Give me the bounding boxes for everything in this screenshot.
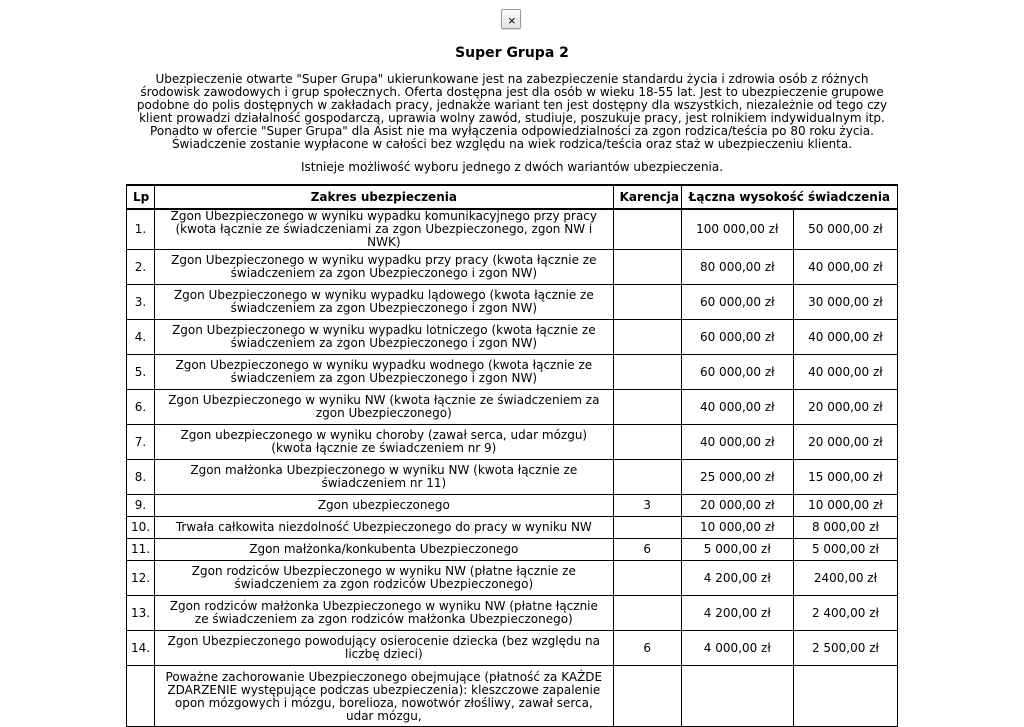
cell-karencja [613, 390, 681, 425]
cell-benefit-variant-2: 50 000,00 zł [793, 209, 897, 250]
header-scope: Zakres ubezpieczenia [155, 185, 614, 209]
cell-scope: Zgon Ubezpieczonego w wyniku NW (kwota łącznie ze świadczeniem za zgon Ubezpieczonego) [155, 390, 614, 425]
header-lp: Lp [127, 185, 155, 209]
table-row [127, 425, 898, 460]
cell-scope: Poważne zachorowanie Ubezpieczonego obejmujące (płatność za KAŻDE ZDARZENIE występujące podczas ubezpieczenia): kleszczowe zapalenie opon mózgowych i mózgu, borelioza, nowotwór złośliwy, zawał serca, udar mózgu, [155, 666, 614, 727]
cell-lp: 14. [127, 631, 155, 666]
cell-karencja: 3 [613, 495, 681, 517]
cell-benefit-variant-1: 40 000,00 zł [681, 425, 793, 460]
cell-scope: Zgon Ubezpieczonego w wyniku wypadku przy pracy (kwota łącznie ze świadczeniem za zgon Ubezpieczonego i zgon NW) [155, 250, 614, 285]
cell-lp: 2. [127, 250, 155, 285]
cell-lp: 3. [127, 285, 155, 320]
cell-karencja [613, 425, 681, 460]
cell-lp: 4. [127, 320, 155, 355]
cell-karencja [613, 285, 681, 320]
table-row [127, 517, 898, 539]
cell-benefit-variant-2: 20 000,00 zł [793, 425, 897, 460]
cell-karencja [613, 596, 681, 631]
cell-scope: Zgon rodziców małżonka Ubezpieczonego w wyniku NW (płatne łącznie ze świadczeniem za zgon rodziców małżonka Ubezpieczonego) [155, 596, 614, 631]
cell-scope: Zgon rodziców Ubezpieczonego w wyniku NW (płatne łącznie ze świadczeniem za zgon rodziców Ubezpieczonego) [155, 561, 614, 596]
table-row [127, 631, 898, 666]
cell-karencja [613, 666, 681, 727]
table-row [127, 460, 898, 495]
table-row [127, 209, 898, 250]
cell-karencja [613, 561, 681, 596]
cell-karencja [613, 460, 681, 495]
cell-benefit-variant-1: 4 200,00 zł [681, 561, 793, 596]
close-button[interactable]: × [501, 9, 521, 29]
table-row [127, 355, 898, 390]
cell-benefit-variant-1: 5 000,00 zł [681, 539, 793, 561]
cell-benefit-variant-2: 2400,00 zł [793, 561, 897, 596]
cell-scope: Zgon Ubezpieczonego w wyniku wypadku wodnego (kwota łącznie ze świadczeniem za zgon Ubezpieczonego i zgon NW) [155, 355, 614, 390]
cell-benefit-variant-1: 4 000,00 zł [681, 631, 793, 666]
table-header-row [127, 185, 898, 209]
cell-lp: 1. [127, 209, 155, 250]
table-row [127, 285, 898, 320]
cell-scope: Zgon ubezpieczonego w wyniku choroby (zawał serca, udar mózgu) (kwota łącznie ze świadczeniem nr 9) [155, 425, 614, 460]
table-row [127, 250, 898, 285]
cell-benefit-variant-1: 60 000,00 zł [681, 355, 793, 390]
variant-choice-note: Istnieje możliwość wyboru jednego z dwóch wariantów ubezpieczenia. [300, 160, 724, 174]
cell-benefit-variant-2: 15 000,00 zł [793, 460, 897, 495]
cell-karencja: 6 [613, 631, 681, 666]
cell-scope: Zgon małżonka/konkubenta Ubezpieczonego [155, 539, 614, 561]
cell-benefit-variant-2: 30 000,00 zł [793, 285, 897, 320]
coverage-table [126, 184, 898, 727]
cell-benefit-variant-2: 5 000,00 zł [793, 539, 897, 561]
cell-scope: Trwała całkowita niezdolność Ubezpieczonego do pracy w wyniku NW [155, 517, 614, 539]
cell-benefit-variant-2: 2 400,00 zł [793, 596, 897, 631]
cell-lp: 7. [127, 425, 155, 460]
table-row [127, 390, 898, 425]
header-total-benefit: Łączna wysokość świadczenia [681, 185, 897, 209]
cell-scope: Zgon Ubezpieczonego w wyniku wypadku lądowego (kwota łącznie ze świadczeniem za zgon Ubezpieczonego i zgon NW) [155, 285, 614, 320]
cell-lp: 8. [127, 460, 155, 495]
cell-benefit-variant-2: 8 000,00 zł [793, 517, 897, 539]
cell-benefit-variant-2: 40 000,00 zł [793, 355, 897, 390]
cell-scope: Zgon Ubezpieczonego powodujący osierocenie dziecka (bez względu na liczbę dzieci) [155, 631, 614, 666]
cell-lp: 10. [127, 517, 155, 539]
table-row [127, 495, 898, 517]
cell-benefit-variant-1: 100 000,00 zł [681, 209, 793, 250]
cell-lp [127, 666, 155, 727]
cell-lp: 13. [127, 596, 155, 631]
cell-benefit-variant-1: 60 000,00 zł [681, 285, 793, 320]
table-row [127, 539, 898, 561]
cell-benefit-variant-1: 25 000,00 zł [681, 460, 793, 495]
table-body [127, 209, 898, 727]
cell-lp: 5. [127, 355, 155, 390]
cell-benefit-variant-2: 40 000,00 zł [793, 250, 897, 285]
cell-benefit-variant-2: 10 000,00 zł [793, 495, 897, 517]
cell-benefit-variant-1: 60 000,00 zł [681, 320, 793, 355]
cell-benefit-variant-2: 40 000,00 zł [793, 320, 897, 355]
cell-benefit-variant-1: 4 200,00 zł [681, 596, 793, 631]
cell-scope: Zgon ubezpieczonego [155, 495, 614, 517]
cell-lp: 11. [127, 539, 155, 561]
cell-scope: Zgon Ubezpieczonego w wyniku wypadku lotniczego (kwota łącznie ze świadczeniem za zgon Ubezpieczonego i zgon NW) [155, 320, 614, 355]
table-row [127, 320, 898, 355]
cell-lp: 9. [127, 495, 155, 517]
cell-scope: Zgon Ubezpieczonego w wyniku wypadku komunikacyjnego przy pracy (kwota łącznie ze świadczeniami za zgon Ubezpieczonego, zgon NW i NWK) [155, 209, 614, 250]
cell-karencja [613, 517, 681, 539]
page-title: Super Grupa 2 [455, 45, 569, 61]
intro-paragraph: Ubezpieczenie otwarte "Super Grupa" ukierunkowane jest na zabezpieczenie standardu życia i zdrowia osób z różnych środowisk zawodowych i grup społecznych. Oferta dostępna jest dla osób w wieku 18-55 lat. Jest to ubezpieczenie grupowe podobne do polis dostępnych w zakładach pracy, jednakże wariant ten jest dostępny dla wszystkich, niezależnie od tego czy klient prowadzi działalność gospodarczą, uprawia wolny zawód, studiuje, poszukuje pracy, jest rolnikiem indywidualnym itp. Ponadto w ofercie "Super Grupa" dla Asist nie ma wyłączenia odpowiedzialności za zgon rodzica/teścia po 80 roku życia. Świadczenie zostanie wypłacone w całości bez względu na wiek rodzica/teścia oraz staż w ubezpieczeniu klienta. [136, 72, 888, 151]
cell-benefit-variant-2: 2 500,00 zł [793, 631, 897, 666]
cell-benefit-variant-1: 40 000,00 zł [681, 390, 793, 425]
cell-benefit-variant-1 [681, 666, 793, 727]
cell-karencja [613, 250, 681, 285]
cell-benefit-variant-1: 80 000,00 zł [681, 250, 793, 285]
table-row [127, 561, 898, 596]
cell-lp: 6. [127, 390, 155, 425]
cell-benefit-variant-2 [793, 666, 897, 727]
cell-karencja [613, 320, 681, 355]
cell-lp: 12. [127, 561, 155, 596]
header-karencja: Karencja [613, 185, 681, 209]
cell-scope: Zgon małżonka Ubezpieczonego w wyniku NW (kwota łącznie ze świadczeniem nr 11) [155, 460, 614, 495]
cell-karencja: 6 [613, 539, 681, 561]
cell-benefit-variant-2: 20 000,00 zł [793, 390, 897, 425]
cell-benefit-variant-1: 10 000,00 zł [681, 517, 793, 539]
cell-karencja [613, 209, 681, 250]
cell-karencja [613, 355, 681, 390]
cell-benefit-variant-1: 20 000,00 zł [681, 495, 793, 517]
table-row [127, 666, 898, 727]
table-row [127, 596, 898, 631]
